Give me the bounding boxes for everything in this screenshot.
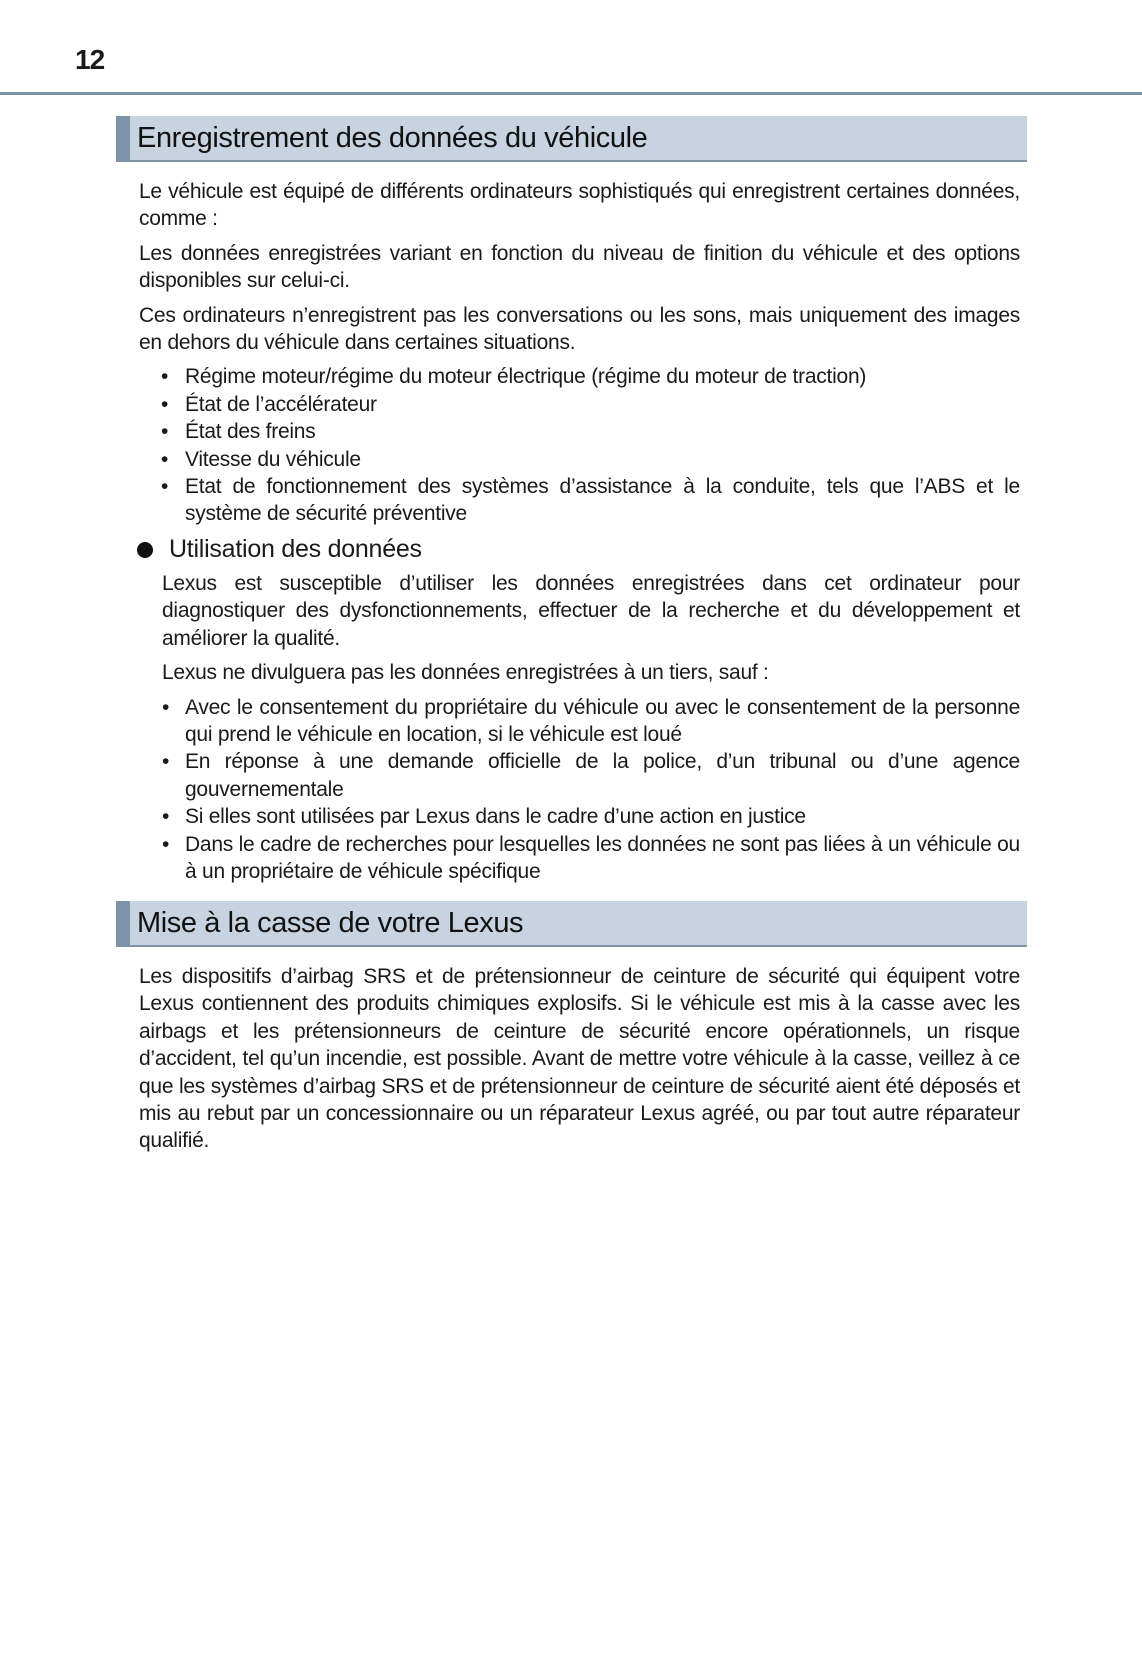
list-item xyxy=(162,803,1020,830)
bullet-dot-icon: • xyxy=(161,420,169,444)
list-item-text: En réponse à une demande officielle de la police, d’un tribunal ou d’une agence gouvernementale xyxy=(185,750,1020,801)
section-header-data-recording xyxy=(116,116,1027,162)
subsection-title: Utilisation des données xyxy=(169,534,422,563)
paragraph: Lexus ne divulguera pas les données enregistrées à un tiers, sauf : xyxy=(162,661,769,685)
list-item xyxy=(139,391,1020,418)
list-item xyxy=(162,694,1020,749)
disclosure-exceptions-list xyxy=(162,694,1020,886)
list-item xyxy=(139,446,1020,473)
list-item xyxy=(162,748,1020,803)
bullet-dot-icon: • xyxy=(162,695,170,719)
list-item-text: État des freins xyxy=(185,420,316,444)
paragraph: Ces ordinateurs n’enregistrent pas les conversations ou les sons, mais uniquement des images en dehors du véhicule dans certaines situations. xyxy=(139,303,1020,355)
list-item xyxy=(139,473,1020,528)
list-item xyxy=(162,831,1020,886)
list-item-text: Avec le consentement du propriétaire du véhicule ou avec le consentement de la personne qui prend le véhicule en location, si le véhicule est loué xyxy=(185,695,1020,746)
bullet-dot-icon: • xyxy=(161,392,169,416)
bullet-dot-icon: • xyxy=(162,832,170,856)
paragraph: Le véhicule est équipé de différents ordinateurs sophistiqués qui enregistrent certaines données, comme : xyxy=(139,180,1020,231)
section-header-vehicle-scrapping xyxy=(116,901,1027,947)
bullet-dot-icon: • xyxy=(162,750,170,774)
list-item-text: Dans le cadre de recherches pour lesquelles les données ne sont pas liées à un véhicule ou à un propriétaire de véhicule spécifique xyxy=(185,832,1020,883)
list-item-text: État de l’accélérateur xyxy=(185,392,377,416)
list-item-text: Etat de fonctionnement des systèmes d’assistance à la conduite, tels que l’ABS et le système de sécurité préventive xyxy=(185,475,1020,526)
subsection-body xyxy=(139,570,1020,885)
header-rule xyxy=(0,92,1142,95)
list-item xyxy=(139,363,1020,390)
list-item-text: Régime moteur/régime du moteur électrique (régime du moteur de traction) xyxy=(185,365,867,389)
section-body-vehicle-scrapping xyxy=(139,963,1020,1162)
page-number: 12 xyxy=(75,44,105,75)
section-body-data-recording xyxy=(139,178,1020,885)
section-title: Enregistrement des données du véhicule xyxy=(137,122,648,154)
bullet-dot-icon: • xyxy=(161,475,169,499)
list-item-text: Si elles sont utilisées par Lexus dans le cadre d’une action en justice xyxy=(185,805,806,829)
bullet-dot-icon: • xyxy=(161,447,169,471)
filled-circle-icon xyxy=(137,542,153,558)
bullet-dot-icon: • xyxy=(162,805,170,829)
section-header-accent-bar xyxy=(116,901,130,947)
subsection-heading xyxy=(137,534,1020,564)
list-item-text: Vitesse du véhicule xyxy=(185,447,361,471)
paragraph: Lexus est susceptible d’utiliser les données enregistrées dans cet ordinateur pour diagnostiquer des dysfonctionnements, effectuer de la recherche et du développement et améliorer la qualité. xyxy=(162,571,1020,650)
recorded-data-list xyxy=(139,363,1020,527)
bullet-dot-icon: • xyxy=(161,365,169,389)
paragraph: Les dispositifs d’airbag SRS et de prétensionneur de ceinture de sécurité qui équipent votre Lexus contiennent des produits chimiques explosifs. Si le véhicule est mis à la casse avec les airbags et les prétensionneurs de ceinture de sécurité encore opérationnels, un risque d’accident, tel qu’un incendie, est possible. Avant de mettre votre véhicule à la casse, veillez à ce que les systèmes d’airbag SRS et de prétensionneur de ceinture de sécurité aient été déposés et mis au rebut par un concessionnaire ou un réparateur Lexus agréé, ou par tout autre réparateur qualifié. xyxy=(139,965,1020,1153)
section-header-accent-bar xyxy=(116,116,130,162)
paragraph: Les données enregistrées variant en fonction du niveau de finition du véhicule et des options disponibles sur celui-ci. xyxy=(139,241,1020,293)
section-title: Mise à la casse de votre Lexus xyxy=(137,907,524,939)
list-item xyxy=(139,418,1020,445)
